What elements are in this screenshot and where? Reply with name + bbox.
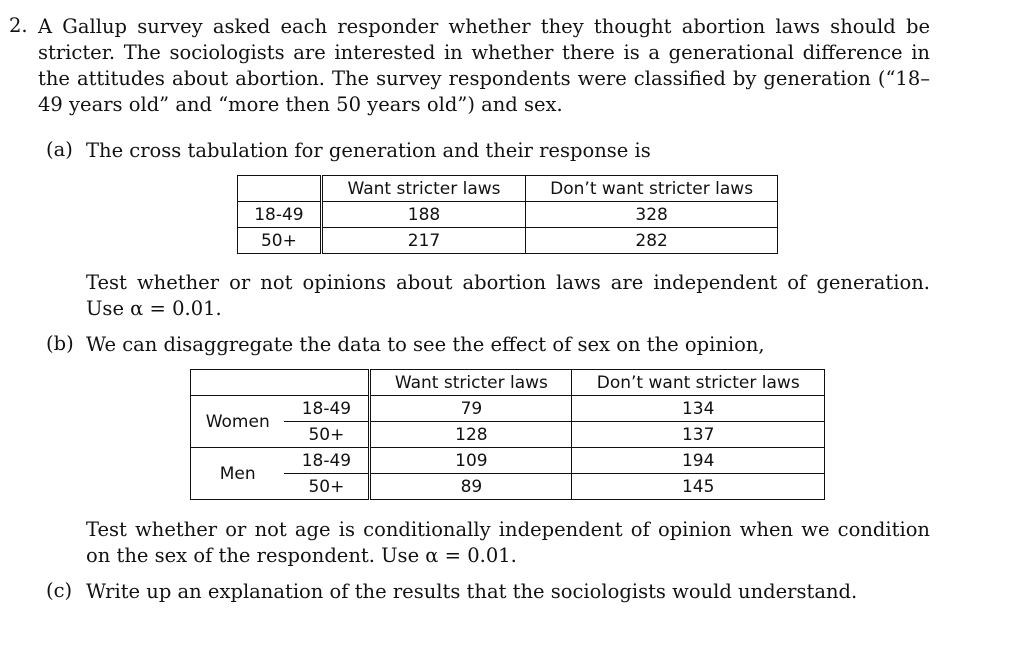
cell-want: 188 — [321, 202, 525, 228]
age-label: 18-49 — [284, 396, 369, 422]
row-group-label: 50+ — [238, 228, 322, 254]
part-b-question: Test whether or not age is conditionally independent of opinion when we condition on the sex of the respondent. Use α = 0.01. — [86, 518, 930, 567]
table-header-want: Want stricter laws — [321, 176, 525, 202]
cell-want: 79 — [370, 396, 572, 422]
part-c-text: Write up an explanation of the results that the sociologists would understand. — [86, 580, 858, 603]
table-header-empty — [191, 370, 370, 396]
cell-want: 128 — [370, 422, 572, 448]
cell-dont-want: 328 — [526, 202, 778, 228]
row-group-label: 18-49 — [238, 202, 322, 228]
table-row — [191, 396, 825, 422]
table-header-row — [238, 176, 778, 202]
table-row — [238, 228, 778, 254]
table-row — [191, 422, 825, 448]
part-a-text: The cross tabulation for generation and their response is — [86, 139, 651, 162]
cell-want: 89 — [370, 474, 572, 500]
cell-dont-want: 137 — [572, 422, 825, 448]
sex-age-response-table — [190, 369, 825, 500]
table-header-dont-want: Don’t want stricter laws — [572, 370, 825, 396]
table-row — [191, 474, 825, 500]
cell-want: 109 — [370, 448, 572, 474]
problem-intro: A Gallup survey asked each responder whether they thought abortion laws should be stricter. The sociologists are interested in whether there is a generational difference in the attitudes about abortion. The survey respondents were classified by generation (“18–49 years old” and “more then 50 years old”) and sex. — [38, 15, 930, 116]
cell-dont-want: 194 — [572, 448, 825, 474]
generation-response-table — [237, 175, 778, 254]
table-row — [191, 448, 825, 474]
sex-label-men: Men — [191, 448, 285, 500]
part-a-label: (a) — [46, 138, 73, 161]
table-header-row — [191, 370, 825, 396]
cell-want: 217 — [321, 228, 525, 254]
sex-label-women: Women — [191, 396, 285, 448]
table-header-empty — [238, 176, 322, 202]
table-row — [238, 202, 778, 228]
table-header-dont-want: Don’t want stricter laws — [526, 176, 778, 202]
age-label: 50+ — [284, 422, 369, 448]
age-label: 18-49 — [284, 448, 369, 474]
cell-dont-want: 282 — [526, 228, 778, 254]
cell-dont-want: 145 — [572, 474, 825, 500]
problem-number: 2. — [9, 14, 28, 37]
part-b-label: (b) — [46, 332, 74, 355]
age-label: 50+ — [284, 474, 369, 500]
part-c-label: (c) — [46, 579, 73, 602]
part-a-question: Test whether or not opinions about abortion laws are independent of generation. Use α = 0.01. — [86, 271, 930, 320]
part-b-text: We can disaggregate the data to see the effect of sex on the opinion, — [86, 333, 765, 356]
cell-dont-want: 134 — [572, 396, 825, 422]
table-header-want: Want stricter laws — [370, 370, 572, 396]
